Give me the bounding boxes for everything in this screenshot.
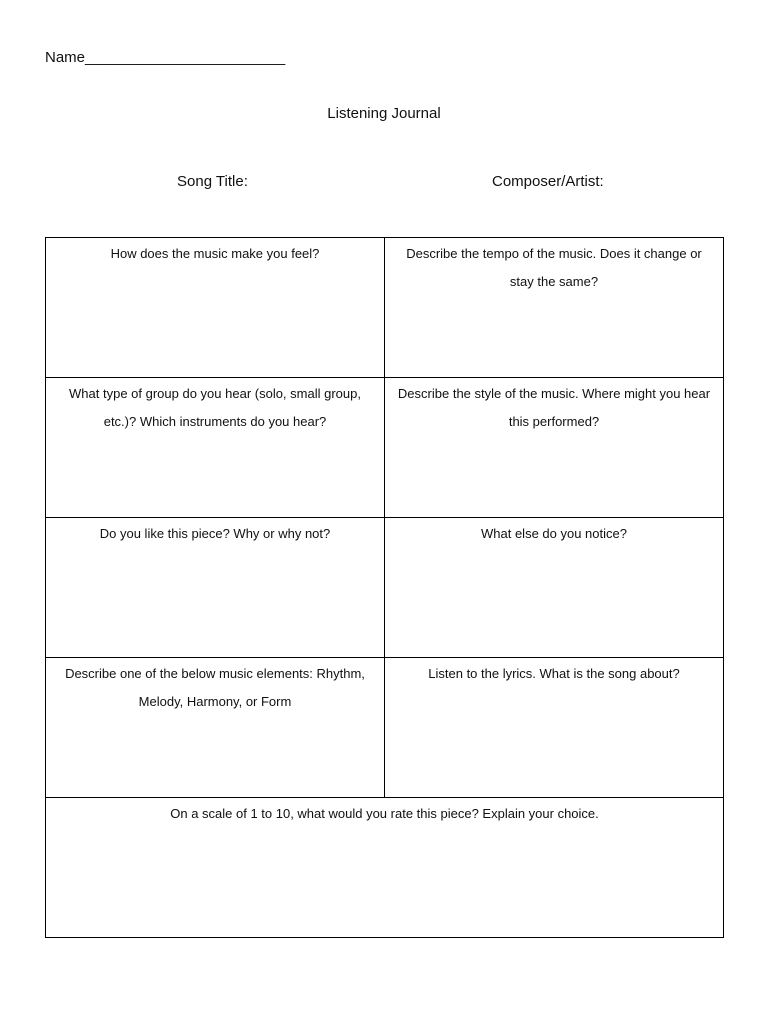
name-field-label: Name________________________ xyxy=(45,49,286,66)
prompt-cell-like[interactable]: Do you like this piece? Why or why not? xyxy=(46,518,385,658)
composer-artist-label: Composer/Artist: xyxy=(492,173,604,190)
table-row xyxy=(46,378,724,518)
prompt-cell-feel[interactable]: How does the music make you feel? xyxy=(46,238,385,378)
page-title: Listening Journal xyxy=(327,105,441,122)
table-row xyxy=(46,518,724,658)
prompt-cell-elements[interactable]: Describe one of the below music elements: Rhythm, Melody, Harmony, or Form xyxy=(46,658,385,798)
prompt-cell-rating[interactable]: On a scale of 1 to 10, what would you rate this piece? Explain your choice. xyxy=(46,798,724,938)
prompt-cell-style[interactable]: Describe the style of the music. Where might you hear this performed? xyxy=(385,378,724,518)
prompt-cell-group[interactable]: What type of group do you hear (solo, small group, etc.)? Which instruments do you hear? xyxy=(46,378,385,518)
table-row xyxy=(46,658,724,798)
prompt-cell-lyrics[interactable]: Listen to the lyrics. What is the song about? xyxy=(385,658,724,798)
table-row xyxy=(46,798,724,938)
prompt-cell-tempo[interactable]: Describe the tempo of the music. Does it change or stay the same? xyxy=(385,238,724,378)
prompt-cell-notice[interactable]: What else do you notice? xyxy=(385,518,724,658)
journal-table xyxy=(45,237,724,938)
song-title-label: Song Title: xyxy=(177,173,248,190)
table-row xyxy=(46,238,724,378)
